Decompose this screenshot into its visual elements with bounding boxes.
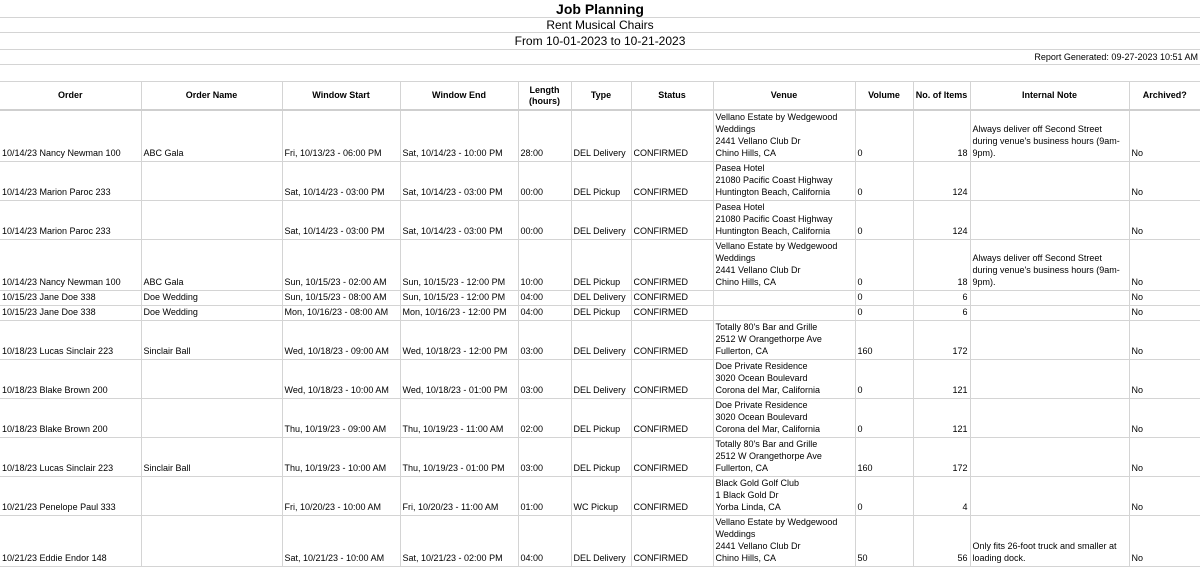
cell-type: DEL Pickup (571, 240, 631, 291)
venue-line: 21080 Pacific Coast Highway (715, 214, 833, 224)
cell-internal-note: Always deliver off Second Street during venue's business hours (9am-9pm). (970, 240, 1129, 291)
cell-volume: 160 (855, 321, 913, 360)
cell-order: 10/15/23 Jane Doe 338 (0, 291, 141, 306)
table-row (0, 477, 1200, 516)
cell-window-end: Sun, 10/15/23 - 12:00 PM (400, 240, 518, 291)
cell-status: CONFIRMED (631, 360, 713, 399)
venue-line: Fullerton, CA (715, 463, 769, 473)
cell-order: 10/21/23 Eddie Endor 148 (0, 516, 141, 567)
cell-internal-note: Only fits 26-foot truck and smaller at loading dock. (970, 516, 1129, 567)
cell-order-name (141, 477, 282, 516)
cell-length: 03:00 (518, 438, 571, 477)
cell-type: DEL Pickup (571, 399, 631, 438)
venue-line: Vellano Estate by Wedgewood (715, 241, 838, 251)
cell-type: DEL Pickup (571, 438, 631, 477)
cell-order-name: ABC Gala (141, 110, 282, 162)
cell-order: 10/18/23 Lucas Sinclair 223 (0, 321, 141, 360)
cell-window-start: Mon, 10/16/23 - 08:00 AM (282, 306, 400, 321)
cell-items: 56 (913, 516, 970, 567)
cell-window-start: Sun, 10/15/23 - 02:00 AM (282, 240, 400, 291)
col-header-order: Order (0, 82, 141, 111)
cell-venue (713, 201, 855, 240)
venue-line: Chino Hills, CA (715, 277, 777, 287)
cell-type: DEL Delivery (571, 201, 631, 240)
cell-internal-note (970, 321, 1129, 360)
cell-window-start: Fri, 10/20/23 - 10:00 AM (282, 477, 400, 516)
venue-line: 2441 Vellano Club Dr (715, 265, 801, 275)
venue-line: Vellano Estate by Wedgewood (715, 112, 838, 122)
cell-venue (713, 360, 855, 399)
cell-window-end: Sat, 10/21/23 - 02:00 PM (400, 516, 518, 567)
venue-line: 3020 Ocean Boulevard (715, 412, 808, 422)
table-header-row (0, 82, 1200, 111)
cell-order: 10/21/23 Penelope Paul 333 (0, 477, 141, 516)
venue-line: Yorba Linda, CA (715, 502, 781, 512)
cell-order: 10/15/23 Jane Doe 338 (0, 306, 141, 321)
cell-internal-note (970, 438, 1129, 477)
cell-order: 10/18/23 Lucas Sinclair 223 (0, 438, 141, 477)
cell-items: 124 (913, 162, 970, 201)
cell-order-name: Sinclair Ball (141, 438, 282, 477)
cell-venue (713, 291, 855, 306)
cell-status: CONFIRMED (631, 306, 713, 321)
cell-internal-note (970, 306, 1129, 321)
venue-line: 3020 Ocean Boulevard (715, 373, 808, 383)
cell-venue (713, 306, 855, 321)
cell-status: CONFIRMED (631, 110, 713, 162)
cell-archived: No (1129, 516, 1200, 567)
cell-items: 172 (913, 321, 970, 360)
cell-length: 03:00 (518, 321, 571, 360)
cell-archived: No (1129, 162, 1200, 201)
cell-venue (713, 110, 855, 162)
cell-venue (713, 516, 855, 567)
cell-internal-note (970, 399, 1129, 438)
cell-archived: No (1129, 201, 1200, 240)
report-date-range: From 10-01-2023 to 10-21-2023 (0, 33, 1200, 50)
cell-archived: No (1129, 110, 1200, 162)
cell-archived: No (1129, 321, 1200, 360)
venue-line: Corona del Mar, California (715, 424, 821, 434)
cell-items: 18 (913, 240, 970, 291)
cell-length: 01:00 (518, 477, 571, 516)
cell-volume: 0 (855, 399, 913, 438)
cell-status: CONFIRMED (631, 477, 713, 516)
cell-volume: 0 (855, 306, 913, 321)
cell-length: 04:00 (518, 306, 571, 321)
cell-window-end: Thu, 10/19/23 - 11:00 AM (400, 399, 518, 438)
cell-status: CONFIRMED (631, 438, 713, 477)
col-header-status: Status (631, 82, 713, 111)
cell-volume: 0 (855, 477, 913, 516)
cell-order: 10/14/23 Nancy Newman 100 (0, 110, 141, 162)
table-row (0, 516, 1200, 567)
cell-length: 28:00 (518, 110, 571, 162)
cell-internal-note (970, 477, 1129, 516)
cell-items: 6 (913, 306, 970, 321)
cell-length: 04:00 (518, 516, 571, 567)
cell-archived: No (1129, 291, 1200, 306)
cell-archived: No (1129, 240, 1200, 291)
cell-window-start: Wed, 10/18/23 - 09:00 AM (282, 321, 400, 360)
cell-archived: No (1129, 399, 1200, 438)
venue-line: 2512 W Orangethorpe Ave (715, 334, 822, 344)
cell-order-name (141, 516, 282, 567)
cell-items: 121 (913, 399, 970, 438)
report-header (0, 0, 1200, 81)
cell-items: 18 (913, 110, 970, 162)
cell-type: WC Pickup (571, 477, 631, 516)
cell-type: DEL Delivery (571, 321, 631, 360)
cell-window-start: Fri, 10/13/23 - 06:00 PM (282, 110, 400, 162)
cell-length: 02:00 (518, 399, 571, 438)
table-row (0, 110, 1200, 162)
venue-line: 2441 Vellano Club Dr (715, 541, 801, 551)
table-row (0, 306, 1200, 321)
cell-window-start: Thu, 10/19/23 - 10:00 AM (282, 438, 400, 477)
cell-order-name: Doe Wedding (141, 306, 282, 321)
cell-window-end: Fri, 10/20/23 - 11:00 AM (400, 477, 518, 516)
col-header-venue: Venue (713, 82, 855, 111)
table-row (0, 360, 1200, 399)
cell-venue (713, 399, 855, 438)
venue-line: Totally 80's Bar and Grille (715, 439, 818, 449)
table-row (0, 240, 1200, 291)
cell-items: 124 (913, 201, 970, 240)
cell-window-end: Sun, 10/15/23 - 12:00 PM (400, 291, 518, 306)
cell-internal-note (970, 291, 1129, 306)
cell-length: 00:00 (518, 162, 571, 201)
cell-items: 121 (913, 360, 970, 399)
cell-order: 10/18/23 Blake Brown 200 (0, 360, 141, 399)
cell-volume: 0 (855, 360, 913, 399)
cell-venue (713, 240, 855, 291)
cell-status: CONFIRMED (631, 399, 713, 438)
table-row (0, 321, 1200, 360)
cell-type: DEL Delivery (571, 110, 631, 162)
venue-line: 1 Black Gold Dr (715, 490, 779, 500)
cell-volume: 160 (855, 438, 913, 477)
venue-line: Pasea Hotel (715, 163, 765, 173)
cell-order: 10/14/23 Nancy Newman 100 (0, 240, 141, 291)
cell-window-start: Sat, 10/14/23 - 03:00 PM (282, 201, 400, 240)
cell-order-name: Doe Wedding (141, 291, 282, 306)
venue-line: Vellano Estate by Wedgewood (715, 517, 838, 527)
col-header-archived: Archived? (1129, 82, 1200, 111)
cell-internal-note: Always deliver off Second Street during venue's business hours (9am-9pm). (970, 110, 1129, 162)
report-subtitle: Rent Musical Chairs (0, 18, 1200, 33)
cell-archived: No (1129, 306, 1200, 321)
cell-volume: 0 (855, 162, 913, 201)
table-row (0, 162, 1200, 201)
table-row (0, 201, 1200, 240)
cell-order: 10/18/23 Blake Brown 200 (0, 399, 141, 438)
cell-window-end: Wed, 10/18/23 - 01:00 PM (400, 360, 518, 399)
cell-venue (713, 162, 855, 201)
cell-type: DEL Delivery (571, 291, 631, 306)
venue-line: Corona del Mar, California (715, 385, 821, 395)
cell-type: DEL Delivery (571, 360, 631, 399)
col-header-volume: Volume (855, 82, 913, 111)
venue-line: Chino Hills, CA (715, 553, 777, 563)
venue-line: Doe Private Residence (715, 361, 808, 371)
cell-length: 04:00 (518, 291, 571, 306)
cell-volume: 0 (855, 291, 913, 306)
table-row (0, 399, 1200, 438)
cell-archived: No (1129, 438, 1200, 477)
cell-order-name (141, 201, 282, 240)
cell-items: 4 (913, 477, 970, 516)
job-table (0, 81, 1200, 567)
venue-line: Chino Hills, CA (715, 148, 777, 158)
cell-venue (713, 321, 855, 360)
table-row (0, 291, 1200, 306)
venue-line: Black Gold Golf Club (715, 478, 800, 488)
col-header-items: No. of Items (913, 82, 970, 111)
cell-order-name: ABC Gala (141, 240, 282, 291)
venue-line: 2512 W Orangethorpe Ave (715, 451, 822, 461)
table-row (0, 438, 1200, 477)
col-header-internal-note: Internal Note (970, 82, 1129, 111)
venue-line: Weddings (715, 529, 756, 539)
header-spacer (0, 65, 1200, 81)
venue-line: Huntington Beach, California (715, 187, 831, 197)
cell-order-name (141, 399, 282, 438)
cell-internal-note (970, 201, 1129, 240)
cell-status: CONFIRMED (631, 162, 713, 201)
cell-status: CONFIRMED (631, 201, 713, 240)
cell-window-end: Thu, 10/19/23 - 01:00 PM (400, 438, 518, 477)
col-header-length: Length (hours) (518, 82, 571, 111)
cell-venue (713, 438, 855, 477)
cell-status: CONFIRMED (631, 321, 713, 360)
col-header-order-name: Order Name (141, 82, 282, 111)
cell-order-name (141, 162, 282, 201)
cell-window-start: Sun, 10/15/23 - 08:00 AM (282, 291, 400, 306)
venue-line: Fullerton, CA (715, 346, 769, 356)
cell-venue (713, 477, 855, 516)
cell-status: CONFIRMED (631, 516, 713, 567)
cell-window-start: Thu, 10/19/23 - 09:00 AM (282, 399, 400, 438)
venue-line: Huntington Beach, California (715, 226, 831, 236)
cell-type: DEL Pickup (571, 306, 631, 321)
cell-window-end: Sat, 10/14/23 - 03:00 PM (400, 162, 518, 201)
cell-type: DEL Delivery (571, 516, 631, 567)
venue-line: 21080 Pacific Coast Highway (715, 175, 833, 185)
cell-items: 6 (913, 291, 970, 306)
venue-line: Weddings (715, 124, 756, 134)
cell-volume: 0 (855, 240, 913, 291)
col-header-window-end: Window End (400, 82, 518, 111)
venue-line: Totally 80's Bar and Grille (715, 322, 818, 332)
cell-order-name: Sinclair Ball (141, 321, 282, 360)
cell-status: CONFIRMED (631, 240, 713, 291)
cell-archived: No (1129, 477, 1200, 516)
cell-volume: 0 (855, 201, 913, 240)
cell-order-name (141, 360, 282, 399)
cell-window-end: Wed, 10/18/23 - 12:00 PM (400, 321, 518, 360)
cell-window-end: Mon, 10/16/23 - 12:00 PM (400, 306, 518, 321)
cell-internal-note (970, 360, 1129, 399)
cell-window-end: Sat, 10/14/23 - 10:00 PM (400, 110, 518, 162)
cell-order: 10/14/23 Marion Paroc 233 (0, 162, 141, 201)
cell-items: 172 (913, 438, 970, 477)
venue-line: Doe Private Residence (715, 400, 808, 410)
cell-window-start: Sat, 10/21/23 - 10:00 AM (282, 516, 400, 567)
cell-window-end: Sat, 10/14/23 - 03:00 PM (400, 201, 518, 240)
venue-line: Pasea Hotel (715, 202, 765, 212)
cell-window-start: Sat, 10/14/23 - 03:00 PM (282, 162, 400, 201)
cell-volume: 0 (855, 110, 913, 162)
cell-archived: No (1129, 360, 1200, 399)
col-header-type: Type (571, 82, 631, 111)
cell-length: 03:00 (518, 360, 571, 399)
cell-internal-note (970, 162, 1129, 201)
report-title: Job Planning (0, 0, 1200, 18)
cell-order: 10/14/23 Marion Paroc 233 (0, 201, 141, 240)
cell-status: CONFIRMED (631, 291, 713, 306)
venue-line: 2441 Vellano Club Dr (715, 136, 801, 146)
venue-line: Weddings (715, 253, 756, 263)
col-header-window-start: Window Start (282, 82, 400, 111)
cell-window-start: Wed, 10/18/23 - 10:00 AM (282, 360, 400, 399)
cell-length: 10:00 (518, 240, 571, 291)
cell-volume: 50 (855, 516, 913, 567)
cell-type: DEL Pickup (571, 162, 631, 201)
cell-length: 00:00 (518, 201, 571, 240)
report-generated: Report Generated: 09-27-2023 10:51 AM (0, 50, 1200, 65)
